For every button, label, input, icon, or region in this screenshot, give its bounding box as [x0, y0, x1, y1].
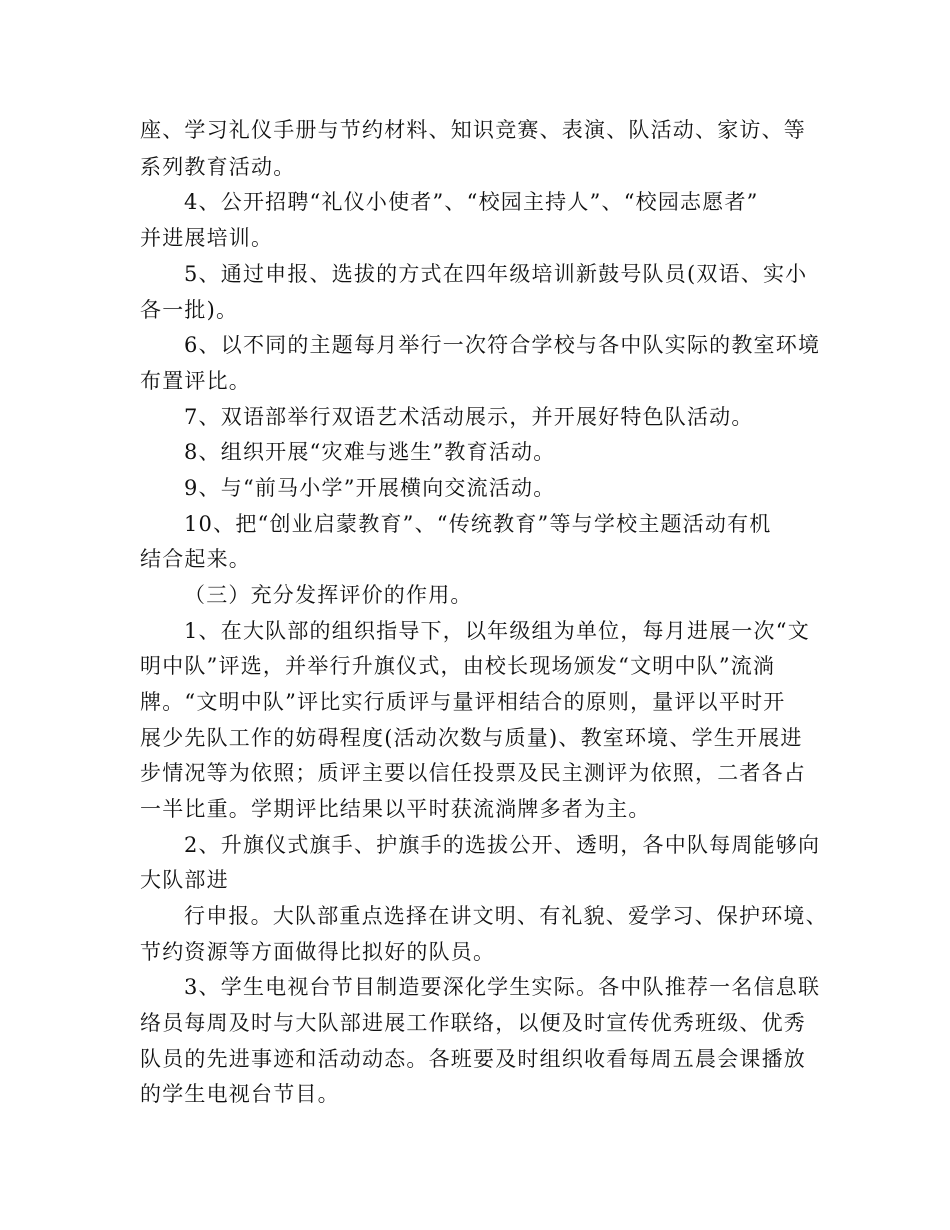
- text-line: 各一批)。: [140, 298, 239, 322]
- text-line: 明中队”评选，并举行升旗仪式，由校长现场颁发“文明中队”流淌: [140, 654, 776, 678]
- text-line: 6、以不同的主题每月举行一次符合学校与各中队实际的教室环境: [184, 333, 821, 357]
- text-line: 7、双语部举行双语艺术活动展示，并开展好特色队活动。: [184, 405, 754, 429]
- section-heading: （三）充分发挥评价的作用。: [184, 583, 473, 607]
- text-line: 行申报。大队部重点选择在讲文明、有礼貌、爱学习、保护环境、: [184, 904, 828, 928]
- text-line: 并进展培训。: [140, 226, 274, 250]
- text-line: 10、把“创业启蒙教育”、“传统教育”等与学校主题活动有机: [184, 512, 772, 536]
- text-line: 3、学生电视台节目制造要深化学生实际。各中队推荐一名信息联: [184, 975, 821, 999]
- text-line: 的学生电视台节目。: [140, 1082, 340, 1106]
- text-line: 展少先队工作的妨碍程度(活动次数与质量)、教室环境、学生开展进: [140, 726, 803, 750]
- text-line: 1、在大队部的组织指导下，以年级组为单位，每月进展一次“文: [184, 619, 810, 643]
- text-line: 结合起来。: [140, 547, 251, 571]
- text-line: 大队部进: [140, 868, 229, 892]
- text-line: 布置评比。: [140, 369, 251, 393]
- text-line: 2、升旗仪式旗手、护旗手的选拔公开、透明，各中队每周能够向: [184, 833, 821, 857]
- text-line: 络员每周及时与大队部进展工作联络，以便及时宣传优秀班级、优秀: [140, 1011, 806, 1035]
- text-line: 步情况等为依照；质评主要以信任投票及民主测评为依照，二者各占: [140, 761, 806, 785]
- text-line: 8、组织开展“灾难与逃生”教育活动。: [184, 440, 556, 464]
- text-line: 队员的先进事迹和活动动态。各班要及时组织收看每周五晨会课播放: [140, 1047, 806, 1071]
- text-line: 座、学习礼仪手册与节约材料、知识竞赛、表演、队活动、家访、等: [140, 118, 806, 142]
- text-line: 牌。“文明中队”评比实行质评与量评相结合的原则，量评以平时开: [140, 690, 786, 714]
- text-line: 9、与“前马小学”开展横向交流活动。: [184, 476, 556, 500]
- text-line: 节约资源等方面做得比拟好的队员。: [140, 940, 496, 964]
- text-line: 5、通过申报、选拔的方式在四年级培训新鼓号队员(双语、实小: [184, 262, 808, 286]
- text-line: 4、公开招聘“礼仪小使者”、“校园主持人”、“校园志愿者”: [184, 190, 759, 214]
- text-line: 系列教育活动。: [140, 155, 296, 179]
- text-line: 一半比重。学期评比结果以平时获流淌牌多者为主。: [140, 797, 651, 821]
